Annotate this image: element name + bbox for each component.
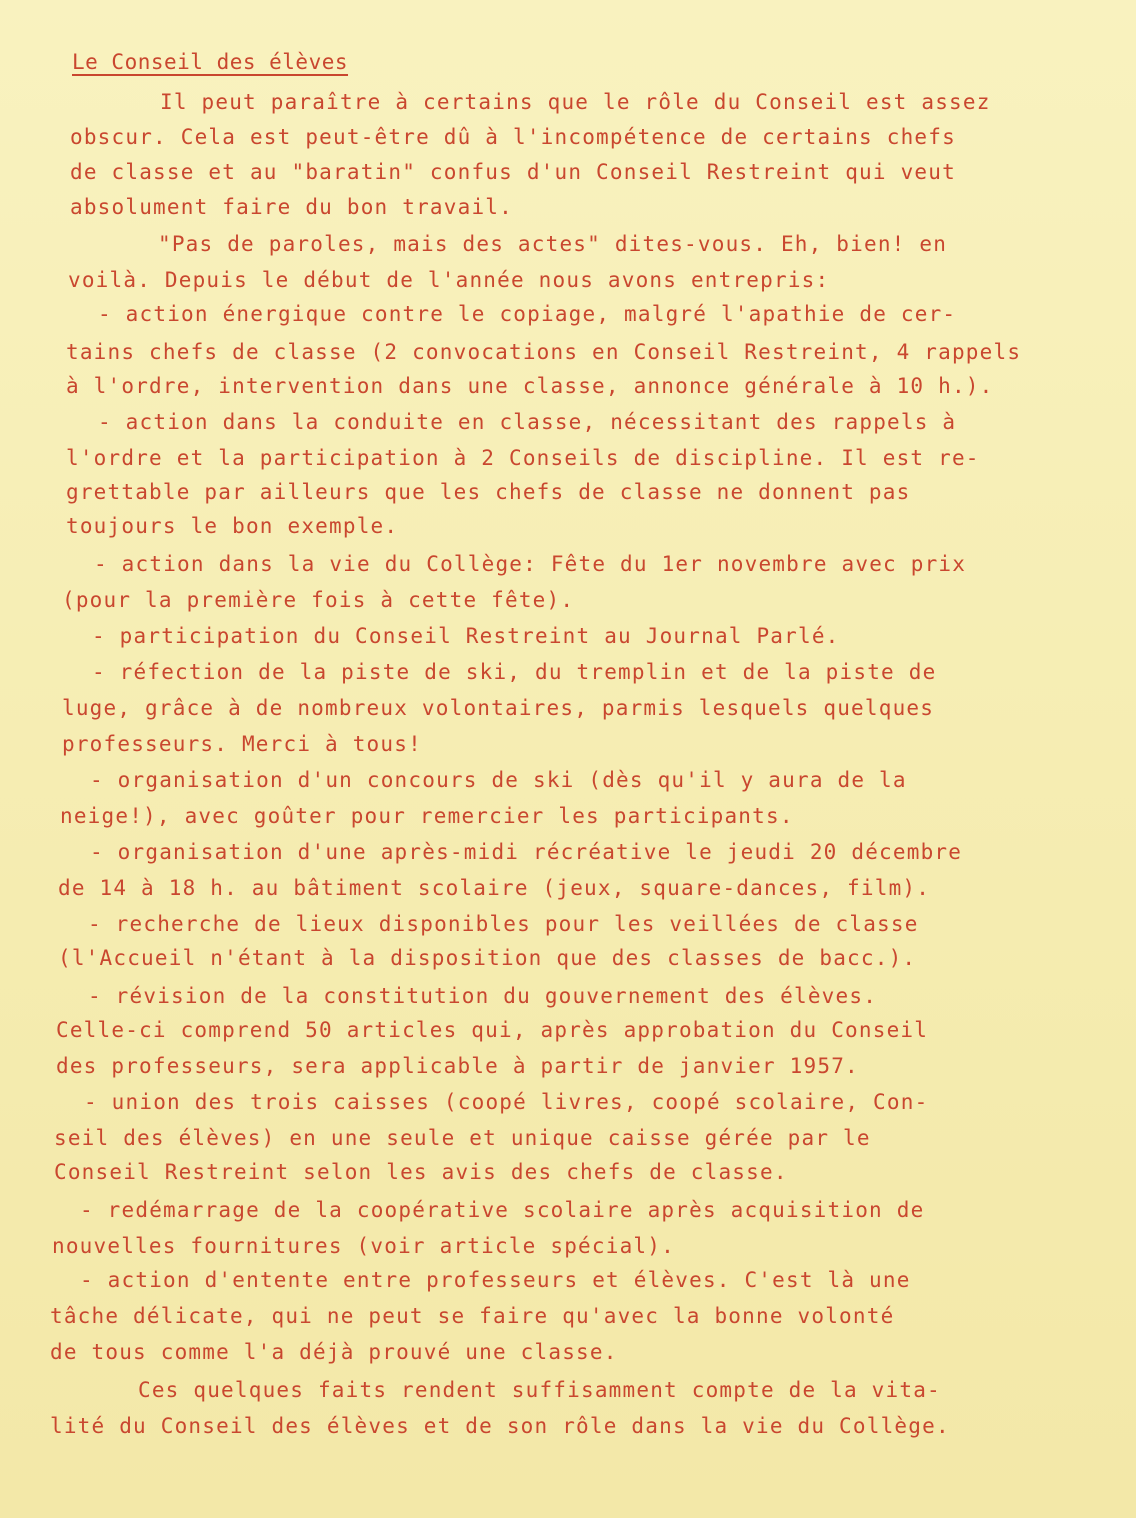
text-line: grettable par ailleurs que les chefs de classe ne donnent pas [66, 480, 911, 504]
text-line: - action dans la conduite en classe, nécessitant des rappels à [98, 410, 957, 434]
text-line: - union des trois caisses (coopé livres, coopé scolaire, Con- [84, 1090, 929, 1114]
text-line: - action d'entente entre professeurs et élèves. C'est là une [80, 1268, 911, 1292]
text-line: - action énergique contre le copiage, malgré l'apathie de cer- [98, 302, 957, 326]
text-line: obscur. Cela est peut-être dû à l'incompétence de certains chefs [70, 125, 956, 149]
text-line: Ces quelques faits rendent suffisamment compte de la vita- [138, 1378, 941, 1402]
text-line: - recherche de lieux disponibles pour les veillées de classe [88, 912, 919, 936]
text-line: absolument faire du bon travail. [70, 195, 513, 219]
text-line: professeurs. Merci à tous! [62, 732, 422, 756]
text-line: (pour la première fois à cette fête). [62, 588, 575, 612]
text-line: - action dans la vie du Collège: Fête du 1er novembre avec prix [94, 552, 967, 576]
text-line: à l'ordre, intervention dans une classe, annonce générale à 10 h.). [66, 374, 994, 398]
text-line: - organisation d'un concours de ski (dès qu'il y aura de la [90, 768, 907, 792]
text-line: l'ordre et la participation à 2 Conseils de discipline. Il est re- [66, 446, 980, 470]
text-line: toujours le bon exemple. [66, 514, 399, 538]
text-line: de classe et au "baratin" confus d'un Conseil Restreint qui veut [70, 160, 956, 184]
text-line: (l'Accueil n'étant à la disposition que des classes de bacc.). [58, 946, 917, 970]
text-line: luge, grâce à de nombreux volontaires, parmis lesquels quelques [62, 696, 935, 720]
text-line: de tous comme l'a déjà prouvé une classe. [50, 1340, 618, 1364]
text-line: - organisation d'une après-midi récréative le jeudi 20 décembre [90, 840, 963, 864]
text-line: des professeurs, sera applicable à partir de janvier 1957. [56, 1054, 859, 1078]
text-line: Conseil Restreint selon les avis des chefs de classe. [54, 1160, 788, 1184]
page-title: Le Conseil des élèves [72, 50, 349, 74]
text-line: Celle-ci comprend 50 articles qui, après approbation du Conseil [56, 1018, 929, 1042]
text-line: voilà. Depuis le début de l'année nous avons entrepris: [68, 268, 830, 292]
text-line: - redémarrage de la coopérative scolaire après acquisition de [80, 1198, 925, 1222]
text-line: lité du Conseil des élèves et de son rôle dans la vie du Collège. [50, 1414, 950, 1438]
text-line: "Pas de paroles, mais des actes" dites-vous. Eh, bien! en [158, 232, 948, 256]
text-line: Il peut paraître à certains que le rôle du Conseil est assez [160, 90, 991, 114]
text-line: tâche délicate, qui ne peut se faire qu'avec la bonne volonté [50, 1304, 895, 1328]
text-line: seil des élèves) en une seule et unique caisse gérée par le [54, 1126, 871, 1150]
text-line: nouvelles fournitures (voir article spécial). [52, 1234, 675, 1258]
text-line: - révision de la constitution du gouvernement des élèves. [88, 984, 878, 1008]
text-line: neige!), avec goûter pour remercier les participants. [60, 804, 794, 828]
text-line: - participation du Conseil Restreint au Journal Parlé. [92, 624, 840, 648]
text-line: de 14 à 18 h. au bâtiment scolaire (jeux, square-dances, film). [58, 876, 931, 900]
text-line: - réfection de la piste de ski, du tremplin et de la piste de [92, 660, 937, 684]
text-line: tains chefs de classe (2 convocations en Conseil Restreint, 4 rappels [66, 340, 1022, 364]
